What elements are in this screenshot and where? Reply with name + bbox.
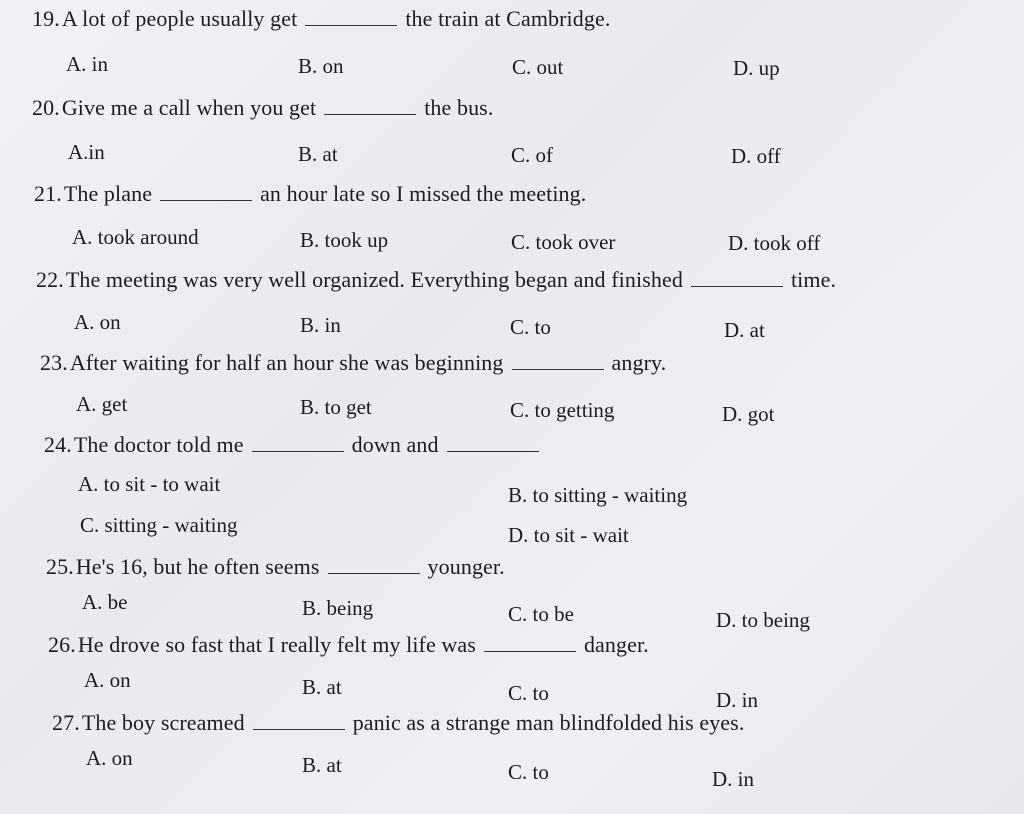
- option-b: B. to sitting - waiting: [508, 483, 688, 507]
- option-d: D. took off: [728, 231, 821, 255]
- option-d: D. at: [724, 318, 765, 342]
- option-b: B. took up: [300, 228, 389, 252]
- option-c: C. to be: [508, 602, 574, 626]
- option-d: D. to being: [716, 608, 810, 632]
- option-c: C. sitting - waiting: [80, 513, 238, 537]
- option-c: C. took over: [511, 230, 616, 254]
- answer-blank: [324, 98, 416, 115]
- question-text-before: The plane: [63, 181, 153, 206]
- option-b: B. to get: [300, 395, 372, 419]
- question-number: 20.: [32, 95, 60, 120]
- question-number: 25.: [46, 554, 74, 579]
- answer-blank: [160, 184, 252, 201]
- question-24: [44, 432, 547, 458]
- question-27: [52, 710, 744, 736]
- option-a: A. get: [76, 392, 128, 416]
- question-21: [34, 181, 586, 207]
- question-25: [46, 554, 505, 580]
- answer-blank: [253, 713, 345, 730]
- question-text-after: time.: [790, 267, 837, 292]
- option-a: A. took around: [72, 225, 199, 249]
- question-text-before: He drove so fast that I really felt my life was: [77, 632, 476, 657]
- question-number: 27.: [52, 710, 80, 735]
- question-text-after: younger.: [427, 554, 505, 579]
- option-a: A.in: [68, 140, 105, 164]
- option-d: D. in: [716, 688, 758, 712]
- question-text-before: He's 16, but he often seems: [75, 554, 320, 579]
- question-text-before: The doctor told me: [73, 432, 244, 457]
- question-number: 21.: [34, 181, 62, 206]
- option-c: C. to: [508, 681, 549, 705]
- option-b: B. at: [298, 142, 338, 166]
- option-a: A. in: [66, 52, 108, 76]
- option-b: B. at: [302, 675, 342, 699]
- answer-blank: [252, 435, 344, 452]
- question-text-before: Give me a call when you get: [61, 95, 317, 120]
- question-number: 22.: [36, 267, 64, 292]
- answer-blank: [484, 635, 576, 652]
- question-text-middle: down and: [351, 432, 439, 457]
- question-text-before: The meeting was very well organized. Everything began and finished: [65, 267, 683, 292]
- question-text-after: an hour late so I missed the meeting.: [260, 181, 587, 206]
- option-a: A. on: [74, 310, 121, 334]
- question-number: 24.: [44, 432, 72, 457]
- option-d: D. up: [733, 56, 780, 80]
- question-text-after: the bus.: [424, 95, 494, 120]
- option-b: B. at: [302, 753, 342, 777]
- option-c: C. to: [508, 760, 549, 784]
- question-text-after: angry.: [611, 350, 667, 375]
- option-a: A. be: [82, 590, 128, 614]
- option-b: B. in: [300, 313, 341, 337]
- option-b: B. on: [298, 54, 344, 78]
- question-text-before: After waiting for half an hour she was beginning: [69, 350, 504, 375]
- option-a: A. to sit - to wait: [78, 472, 221, 496]
- question-number: 23.: [40, 350, 68, 375]
- question-text-before: A lot of people usually get: [61, 6, 298, 31]
- option-a: A. on: [84, 668, 131, 692]
- option-c: C. to: [510, 315, 551, 339]
- option-c: C. of: [511, 143, 553, 167]
- question-22: [36, 267, 836, 293]
- question-26: [48, 632, 649, 658]
- answer-blank: [512, 353, 604, 370]
- answer-blank: [691, 270, 783, 287]
- option-b: B. being: [302, 596, 374, 620]
- option-d: D. in: [712, 767, 754, 791]
- option-a: A. on: [86, 746, 133, 770]
- question-number: 19.: [32, 6, 60, 31]
- answer-blank: [305, 9, 397, 26]
- answer-blank: [447, 435, 539, 452]
- question-19: [32, 6, 610, 32]
- answer-blank: [328, 557, 420, 574]
- option-c: C. out: [512, 55, 564, 79]
- question-text-before: The boy screamed: [81, 710, 245, 735]
- question-number: 26.: [48, 632, 76, 657]
- question-text-after: panic as a strange man blindfolded his eyes.: [352, 710, 745, 735]
- question-text-after: the train at Cambridge.: [405, 6, 611, 31]
- option-d: D. got: [722, 402, 775, 426]
- question-20: [32, 95, 493, 121]
- question-23: [40, 350, 666, 376]
- question-text-after: danger.: [583, 632, 649, 657]
- option-d: D. off: [731, 144, 781, 168]
- option-d: D. to sit - wait: [508, 523, 629, 547]
- option-c: C. to getting: [510, 398, 615, 422]
